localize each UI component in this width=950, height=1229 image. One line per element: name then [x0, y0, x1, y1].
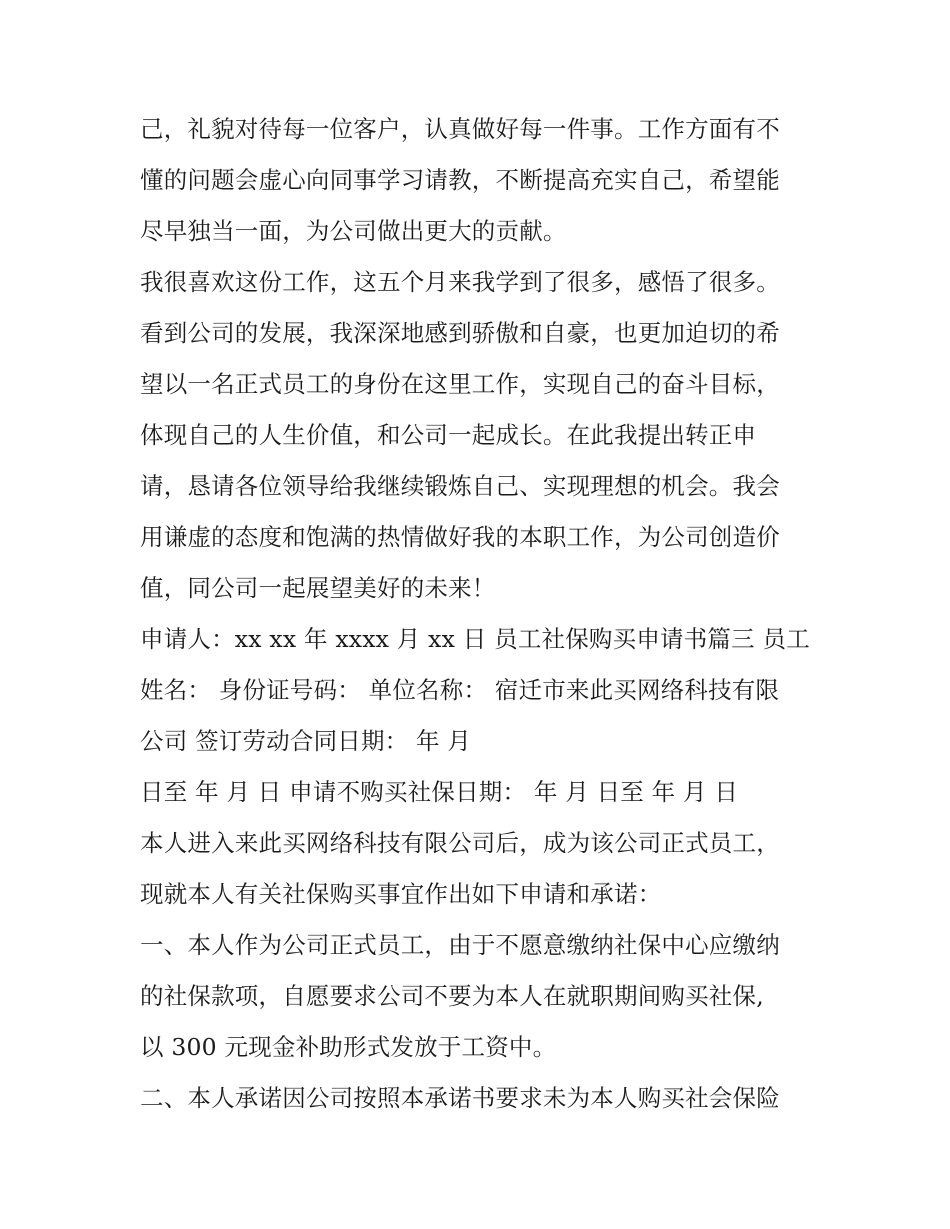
text-line: 请，恳请各位领导给我继续锻炼自己、实现理想的机会。我会 [140, 472, 780, 500]
text-line: 公司 签订劳动合同日期： 年 月 [140, 727, 472, 755]
text-line: 懂的问题会虚心向同事学习请教，不断提高充实自己，希望能 [140, 166, 780, 194]
text-line: 日至 年 月 日 申请不购买社保日期： 年 月 日至 年 月 日 [140, 778, 739, 806]
text-line: 看到公司的发展，我深深地感到骄傲和自豪，也更加迫切的希 [140, 319, 780, 347]
text-line: 己，礼貌对待每一位客户，认真做好每一件事。工作方面有不 [140, 115, 780, 143]
text-line: 以 300 元现金补助形式发放于工资中。 [140, 1033, 557, 1061]
text-line: 体现自己的人生价值，和公司一起成长。在此我提出转正申 [140, 421, 757, 449]
text-line: 姓名： 身份证号码： 单位名称： 宿迁市来此买网络科技有限 [140, 676, 780, 704]
text-line: 的社保款项，自愿要求公司不要为本人在就职期间购买社保, [140, 982, 764, 1010]
text-line: 尽早独当一面，为公司做出更大的贡献。 [140, 217, 567, 245]
text-line: 值，同公司一起展望美好的未来！ [140, 574, 496, 602]
text-line: 我很喜欢这份工作，这五个月来我学到了很多，感悟了很多。 [140, 268, 780, 296]
text-line: 二、本人承诺因公司按照本承诺书要求未为本人购买社会保险 [140, 1084, 780, 1112]
text-line: 望以一名正式员工的身份在这里工作，实现自己的奋斗目标， [140, 370, 780, 398]
text-line: 申请人：xx xx 年 xxxx 月 xx 日 员工社保购买申请书篇三 员工 [140, 625, 810, 653]
text-line: 一、本人作为公司正式员工，由于不愿意缴纳社保中心应缴纳 [140, 931, 780, 959]
text-line: 本人进入来此买网络科技有限公司后，成为该公司正式员工， [140, 829, 780, 857]
document-body [140, 104, 816, 1124]
text-line: 用谦虚的态度和饱满的热情做好我的本职工作，为公司创造价 [140, 523, 780, 551]
text-line: 现就本人有关社保购买事宜作出如下申请和承诺： [140, 880, 662, 908]
